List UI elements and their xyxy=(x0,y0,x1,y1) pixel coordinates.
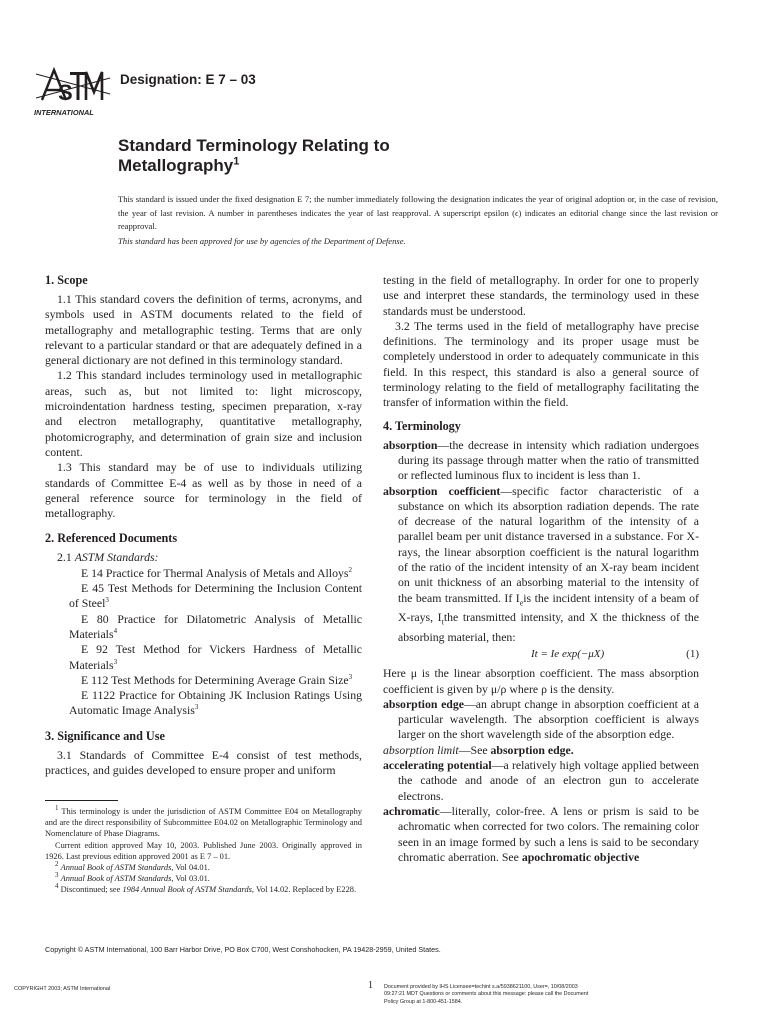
term-absorption: absorption—the decrease in intensity which radiation undergoes during its passage through matter when the ratio of transmitted or reflected luminous flux to incident is less than 1. xyxy=(383,437,699,483)
reference-item: E 92 Test Method for Vickers Hardness of Metallic Materials$^3$ xyxy=(69,642,362,672)
paragraph-3-1: 3.1 Standards of Committee E-4 consist of test methods, practices, and guides developed to ensure proper and uniform xyxy=(45,747,362,778)
title-line-2: Metallography$^1$ xyxy=(118,155,240,175)
equation-formula: It = Ie exp(−μX) xyxy=(531,648,605,661)
title-superscript: 1 xyxy=(233,155,240,168)
footnote-4: $^4$ Discontinued; see 1984 Annual Book of ASTM Standards, Vol 14.02. Replaced by E228. xyxy=(55,882,357,895)
term-accelerating-potential: accelerating potential—a relatively high voltage applied between the cathode and anode of an electron gun to accelerate electrons. xyxy=(383,758,700,803)
reference-list xyxy=(45,566,362,719)
copyright-line: Copyright © ASTM International, 100 Barr Harbor Drive, PO Box C700, West Conshohocken, PA 19428-2959, United States. xyxy=(45,945,441,954)
reference-item: E 45 Test Methods for Determining the Inclusion Content of Steel$^3$ xyxy=(69,581,362,611)
section-heading-referenced-documents: 2. Referenced Documents xyxy=(45,531,178,546)
right-column xyxy=(383,273,699,865)
left-column xyxy=(45,273,362,778)
section-heading-terminology: 4. Terminology xyxy=(383,418,461,433)
footnote-1b: Current edition approved May 10, 2003. Published June 2003. Originally approved in 1926. Last previous edition approved 2001 as E 7 – 01. xyxy=(45,840,362,861)
title-line-1: Standard Terminology Relating to xyxy=(118,136,390,155)
footnote-3: $^3$ Annual Book of ASTM Standards, Vol 03.01. xyxy=(55,871,210,884)
reference-item: E 80 Practice for Dilatometric Analysis of Metallic Materials$^4$ xyxy=(69,611,362,641)
footnotes xyxy=(45,806,362,896)
equation-number: (1) xyxy=(686,648,699,661)
astm-logo xyxy=(34,64,112,118)
section-heading-significance: 3. Significance and Use xyxy=(45,728,165,743)
svg-text:S: S xyxy=(58,80,73,105)
term-absorption-coefficient: absorption coefficient—specific factor characteristic of a substance on which its absorption radiation depends. The rate of decrease of the natural logarithm of the intensity of a parallel beam per unit distance traversed in a substance. For X-rays, the linear absorption coefficient is the natural logarithm of the ratio of the incident intensity of an X-ray beam incident on unit thickness of an absorbing material to the intensity of the beam transmitted. If $I_eis$ the incident intensity of a beam of X-rays, $I_tthe$ transmitted intensity, and X the thickness of the absorbing material, then: xyxy=(383,483,699,644)
refs-intro: 2.1 ASTM Standards: xyxy=(57,550,159,565)
svg-text:INTERNATIONAL: INTERNATIONAL xyxy=(34,108,94,117)
section-heading-scope: 1. Scope xyxy=(45,273,88,287)
designation: Designation: E 7 – 03 xyxy=(120,72,256,87)
paragraph-1-2: 1.2 This standard includes terminology used in metallographic areas, such as, but not limited to: light microscopy, microindentation hardness testing, specimen preparation, x-ray and electron metallography, quantitative metallography, photomicrography, and determination of grain size and inclusion content. xyxy=(45,368,362,459)
equation-1 xyxy=(383,647,699,664)
page-title xyxy=(118,136,678,176)
issuance-note: This standard is issued under the fixed designation E 7; the number immediately following the designation indicates the year of original adoption or, in the case of revision, the year of last revision. A number in parentheses indicates the year of last reapproval. A superscript epsilon (ϵ) indicates an editorial change since the last revision or reapproval. xyxy=(118,194,718,231)
paragraph-1-1: 1.1 This standard covers the definition of terms, acronyms, and symbols used in ASTM documents related to the field of metallography and metallographic testing. Terms that are only relevant to a particular standard or that are adequately defined in a general dictionary are not defined in this terminology standard. xyxy=(45,292,362,368)
footnote-divider xyxy=(45,800,118,801)
page-number: 1 xyxy=(368,980,373,991)
term-absorption-limit: absorption limit—See absorption edge. xyxy=(383,742,574,757)
paragraph-3-2: 3.2 The terms used in the field of metallography have precise definitions. The terminology and its proper usage must be completely understood in order to adequately communicate in this field. In this respect, this standard is also a general source of terminology relating to the field of metallography facilitating the transfer of information within the field. xyxy=(383,318,699,410)
term-achromatic: achromatic—literally, color-free. A lens or prism is said to be achromatic when corrected for two colors. The remaining color seen in an image formed by such a lens is said to be secondary chromatic aberration. See apochromatic objective xyxy=(383,803,699,864)
document-provider-note: Document provided by IHS Licensee=techint s.a/5938621100, User=, 10/08/2003 09:27:21 MDT Questions or comments about this message: please call the Document Policy Group at 1-800-451-1584. xyxy=(384,984,589,1005)
reference-item: E 1122 Practice for Obtaining JK Inclusion Ratings Using Automatic Image Analysis$^3$ xyxy=(69,688,362,718)
reference-item: E 112 Test Methods for Determining Average Grain Size$^3$ xyxy=(81,672,353,687)
dod-approval-note: This standard has been approved for use by agencies of the Department of Defense. xyxy=(118,236,406,246)
paragraph-1-3: 1.3 This standard may be of use to individuals utilizing standards of Committee E-4 as well as by those in need of a general reference source for terminology in the field of metallography. xyxy=(45,460,362,521)
paragraph-3-1-continued: testing in the field of metallography. In order for one to properly use and interpret these standards, the terminology used in these standards must be understood. xyxy=(383,273,699,318)
coefficient-explanation: Here μ is the linear absorption coefficient. The mass absorption coefficient is given by μ/ρ where ρ is the density. xyxy=(383,666,699,696)
footnote-1: $^1$ This terminology is under the jurisdiction of ASTM Committee E04 on Metallography and are the direct responsibility of Subcommittee E04.02 on Metallographic Terminology and Nomenclature of Phase Diagrams. xyxy=(45,804,362,839)
reference-item: E 14 Practice for Thermal Analysis of Metals and Alloys$^2$ xyxy=(81,565,352,580)
term-absorption-edge: absorption edge—an abrupt change in absorption coefficient at a particular wavelength. The absorption coefficient is always larger on the short wavelength side of the absorption edge. xyxy=(383,696,699,742)
copyright-stamp: COPYRIGHT 2003; ASTM International xyxy=(14,986,111,992)
footnote-2: $^2$ Annual Book of ASTM Standards, Vol 04.01. xyxy=(55,860,210,873)
